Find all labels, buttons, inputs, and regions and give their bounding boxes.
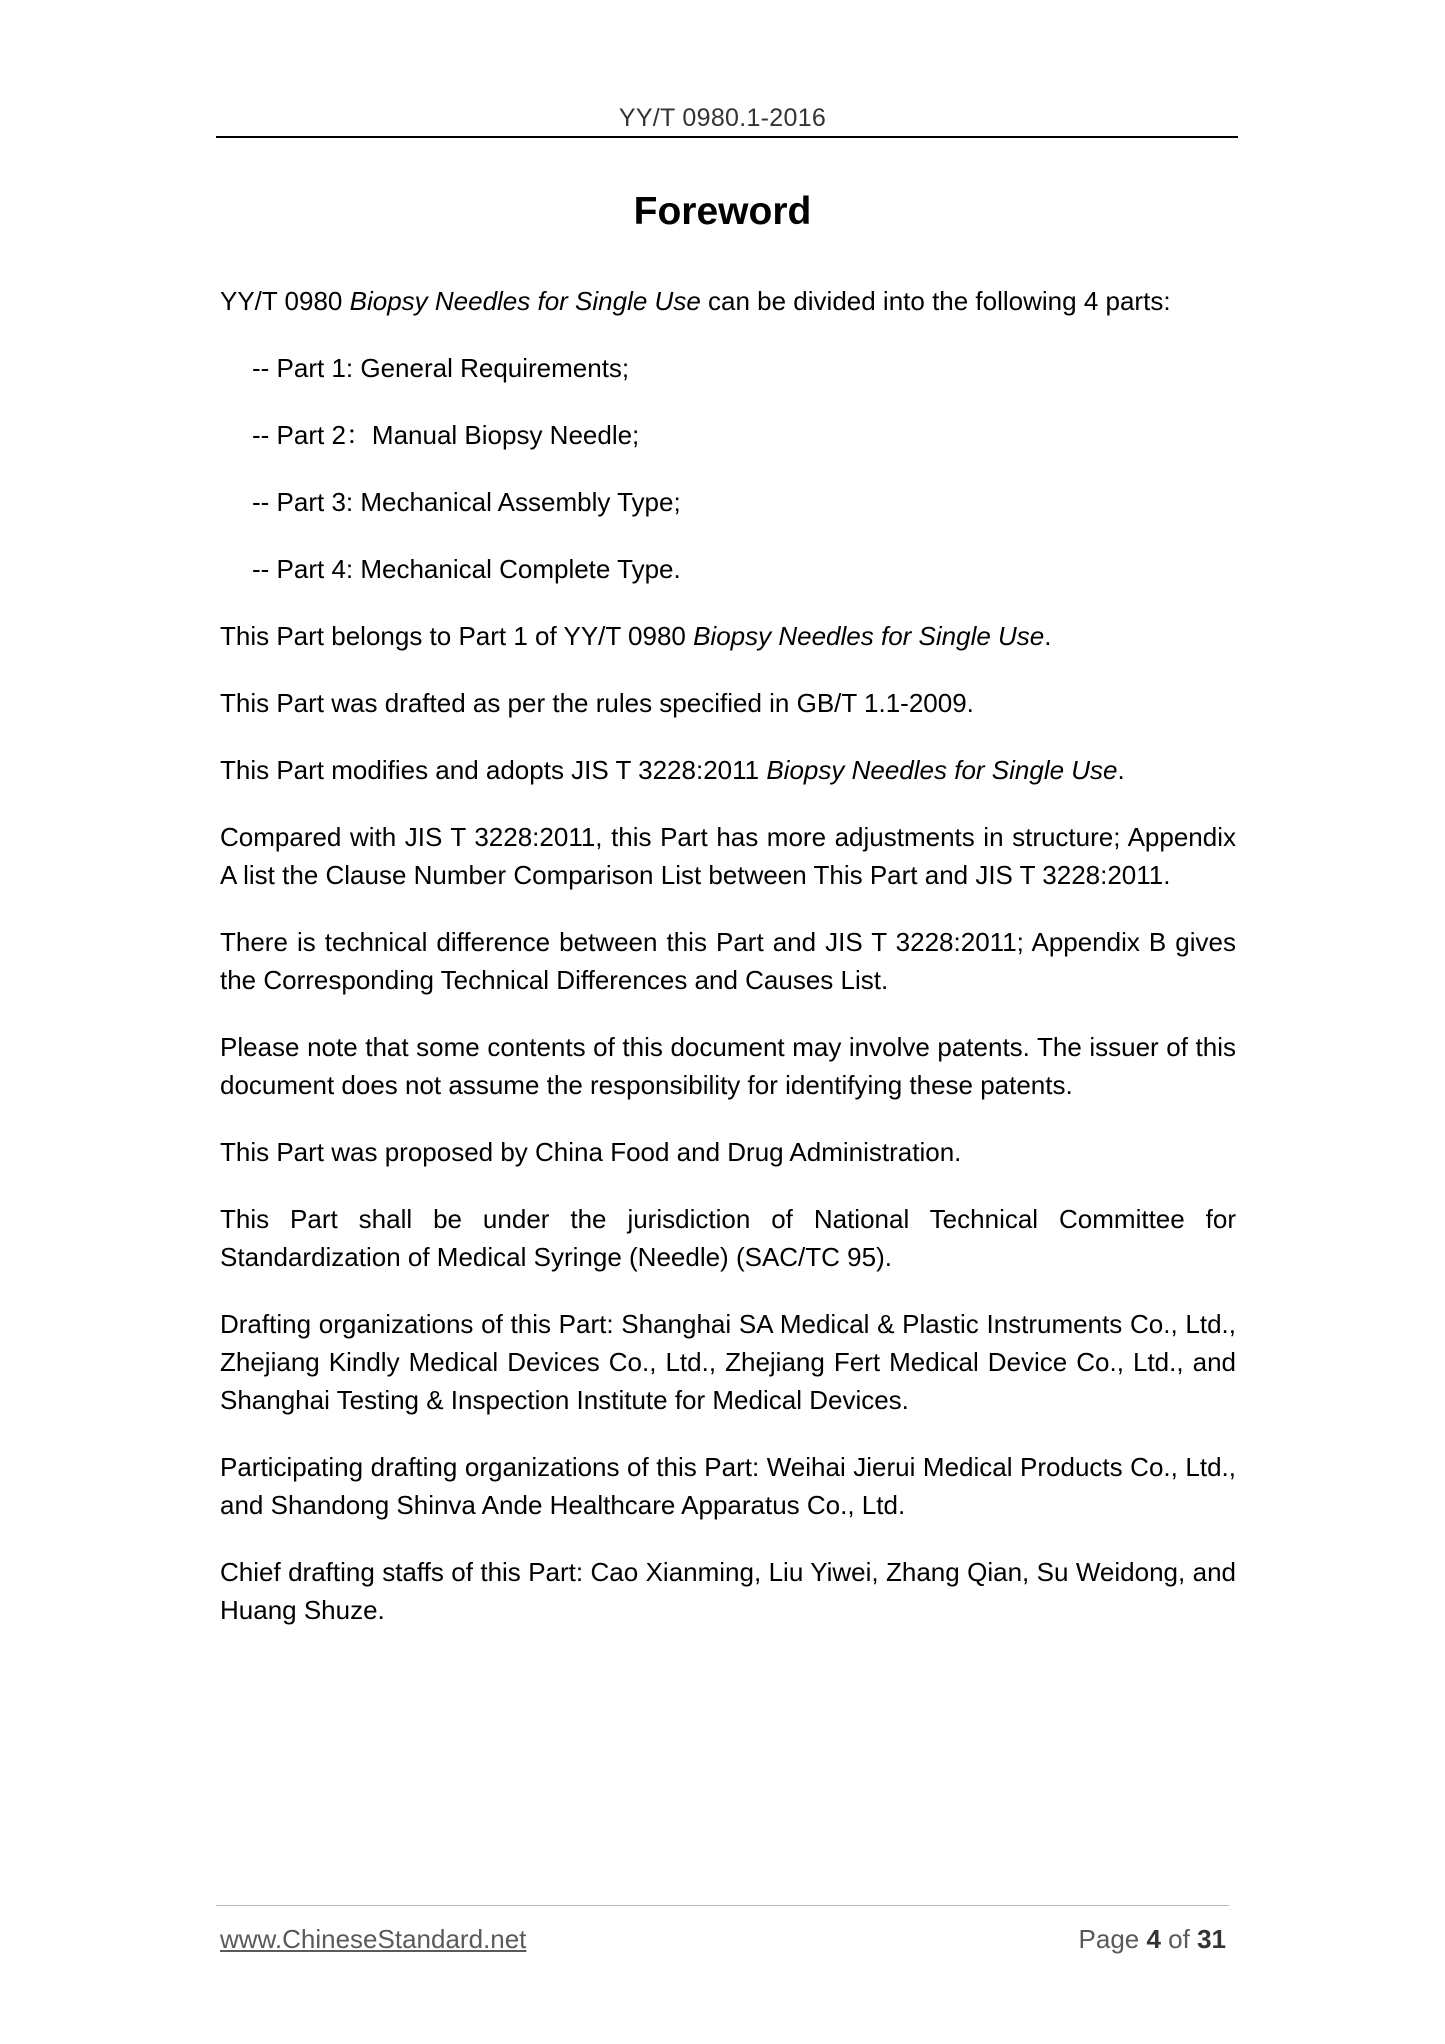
paragraph-part-belongs: This Part belongs to Part 1 of YY/T 0980 Biopsy Needles for Single Use.	[220, 621, 1052, 651]
page-number: Page 4 of 31	[1078, 1924, 1226, 1954]
document-code-header: YY/T 0980.1-2016	[618, 104, 827, 132]
list-item-part-3: -- Part 3: Mechanical Assembly Type;	[252, 487, 681, 517]
standard-title: Biopsy Needles for Single Use	[349, 286, 701, 316]
paragraph-technical-differences: There is technical difference between this Part and JIS T 3228:2011; Appendix B gives the Corresponding Technical Differences and Causes List.	[220, 927, 1236, 995]
paragraph-participating-organizations: Participating drafting organizations of this Part: Weihai Jierui Medical Products Co., Ltd., and Shandong Shinva Ande Healthcare Apparatus Co., Ltd.	[220, 1452, 1236, 1520]
footer-divider	[216, 1905, 1229, 1906]
paragraph-intro: YY/T 0980 Biopsy Needles for Single Use can be divided into the following 4 parts:	[220, 286, 1171, 316]
current-page: 4	[1146, 1924, 1161, 1954]
list-item-part-2: -- Part 2：Manual Biopsy Needle;	[252, 420, 640, 450]
standard-title: Biopsy Needles for Single Use	[693, 621, 1045, 651]
paragraph-proposer: This Part was proposed by China Food and Drug Administration.	[220, 1137, 962, 1167]
paragraph-drafting-organizations: Drafting organizations of this Part: Shanghai SA Medical & Plastic Instruments Co., Ltd., Zhejiang Kindly Medical Devices Co., Ltd., Zhejiang Fert Medical Device Co., Ltd., and Shanghai Testing & Inspection Institute for Medical Devices.	[220, 1309, 1236, 1415]
list-item-part-4: -- Part 4: Mechanical Complete Type.	[252, 554, 681, 584]
website-link[interactable]: www.ChineseStandard.net	[220, 1924, 527, 1954]
paragraph-jurisdiction: This Part shall be under the jurisdiction of National Technical Committee for Standardization of Medical Syringe (Needle) (SAC/TC 95).	[220, 1204, 1236, 1272]
total-pages: 31	[1197, 1924, 1226, 1954]
page-title: Foreword	[633, 190, 812, 233]
paragraph-chief-drafters: Chief drafting staffs of this Part: Cao Xianming, Liu Yiwei, Zhang Qian, Su Weidong, and Huang Shuze.	[220, 1557, 1236, 1625]
paragraph-drafting-rules: This Part was drafted as per the rules specified in GB/T 1.1-2009.	[220, 688, 974, 718]
paragraph-adoption: This Part modifies and adopts JIS T 3228:2011 Biopsy Needles for Single Use.	[220, 755, 1125, 785]
paragraph-patent-notice: Please note that some contents of this document may involve patents. The issuer of this document does not assume the responsibility for identifying these patents.	[220, 1032, 1236, 1100]
foreword-body	[220, 282, 1236, 1658]
header-divider	[216, 136, 1238, 138]
paragraph-structure-comparison: Compared with JIS T 3228:2011, this Part has more adjustments in structure; Appendix A list the Clause Number Comparison List between This Part and JIS T 3228:2011.	[220, 822, 1236, 890]
standard-title: Biopsy Needles for Single Use	[766, 755, 1118, 785]
list-item-part-1: -- Part 1: General Requirements;	[252, 353, 630, 383]
